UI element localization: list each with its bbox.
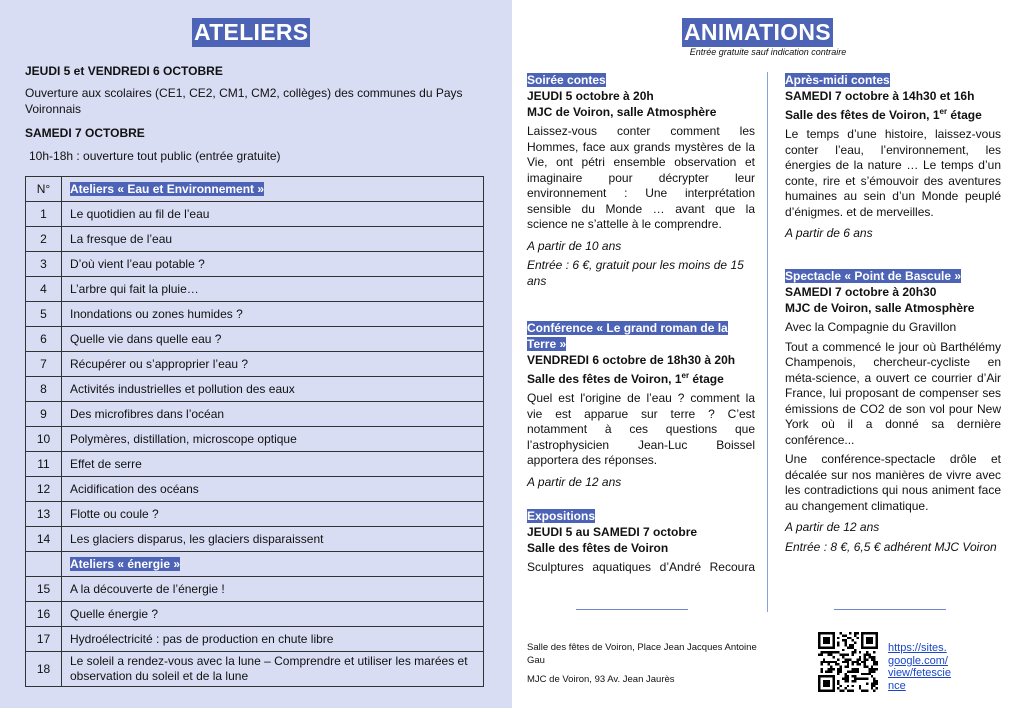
table-row	[26, 277, 484, 302]
workshop-label: Activités industrielles et pollution des eaux	[62, 377, 484, 402]
table-row	[26, 527, 484, 552]
table-row	[26, 427, 484, 452]
event-place: Salle des fêtes de Voiron, 1er étage	[785, 107, 982, 122]
event-soiree-contes	[527, 72, 755, 289]
table-row	[26, 227, 484, 252]
workshop-number: 9	[26, 402, 62, 427]
workshop-number: 12	[26, 477, 62, 502]
workshop-label: Le quotidien au fil de l’eau	[62, 202, 484, 227]
workshop-label: L’arbre qui fait la pluie…	[62, 277, 484, 302]
column-num-header: N°	[26, 177, 62, 202]
table-row	[26, 577, 484, 602]
footer-divider-right	[834, 609, 946, 610]
event-spectacle	[785, 268, 1001, 555]
workshop-label: Flotte ou coule ?	[62, 502, 484, 527]
workshop-label: Le soleil a rendez-vous avec la lune – Comprendre et utiliser les marées et observation du soleil et de la lune	[62, 652, 484, 687]
workshop-label: Inondations ou zones humides ?	[62, 302, 484, 327]
animations-title: ANIMATIONS	[684, 19, 831, 45]
workshop-number: 11	[26, 452, 62, 477]
workshop-label: Polymères, distillation, microscope optique	[62, 427, 484, 452]
table-row	[26, 602, 484, 627]
event-description: Le temps d’une histoire, laissez-vous conter l’eau, l’environnement, les énergies de la nature … Le temps d’un conte, rire et s’émouvoir des aventures humaines au sein d’un Monde peuplé d’énigmes. et de merveilles.	[785, 127, 1001, 219]
event-tag: Soirée contes	[527, 73, 606, 87]
workshop-number: 5	[26, 302, 62, 327]
workshop-label: A la découverte de l’énergie !	[62, 577, 484, 602]
table-row	[26, 477, 484, 502]
event-tag: Spectacle « Point de Bascule »	[785, 269, 962, 283]
school-dates: JEUDI 5 et VENDREDI 6 OCTOBRE	[25, 64, 223, 78]
workshop-number: 6	[26, 327, 62, 352]
table-section-row	[26, 552, 484, 577]
event-company: Avec la Compagnie du Gravillon	[785, 320, 957, 334]
animations-subtitle: Entrée gratuite sauf indication contraire	[689, 47, 847, 57]
event-description: Quel est l'origine de l’eau ? comment la vie est apparue sur terre ? C’est notamment à ces questions que l’astrophysicien Jean-Luc Boissel apportera des réponses.	[527, 391, 755, 467]
table-row	[26, 252, 484, 277]
event-description: Laissez-vous conter comment les Hommes, face aux grands mystères de la Vie, ont pétri ensemble observation et imaginaire pour décrypter leur environnement : Une interprétation sensible du Monde … avant que la science ne s’attelle à le comprendre.	[527, 124, 755, 231]
workshop-label: Hydroélectricité : pas de production en chute libre	[62, 627, 484, 652]
workshops-table	[25, 176, 484, 687]
qr-code-icon[interactable]	[818, 632, 878, 692]
workshop-number: 14	[26, 527, 62, 552]
event-age: A partir de 12 ans	[527, 474, 622, 489]
event-place: MJC de Voiron, salle Atmosphère	[527, 105, 717, 119]
table-row	[26, 327, 484, 352]
table-row	[26, 402, 484, 427]
workshop-label: Récupérer ou s’approprier l’eau ?	[62, 352, 484, 377]
footer-divider-left	[576, 609, 688, 610]
workshop-label: Acidification des océans	[62, 477, 484, 502]
event-date: SAMEDI 7 octobre à 20h30	[785, 285, 937, 299]
workshop-number: 16	[26, 602, 62, 627]
table-row	[26, 377, 484, 402]
table-header-row	[26, 177, 484, 202]
workshop-number: 13	[26, 502, 62, 527]
event-place: MJC de Voiron, salle Atmosphère	[785, 301, 975, 315]
ateliers-title: ATELIERS	[194, 19, 309, 45]
section-energy-title: Ateliers « énergie »	[70, 557, 181, 571]
workshop-label: Effet de serre	[62, 452, 484, 477]
workshop-number: 17	[26, 627, 62, 652]
event-expositions	[527, 508, 755, 576]
event-date: SAMEDI 7 octobre à 14h30 et 16h	[785, 89, 975, 103]
public-date: SAMEDI 7 OCTOBRE	[25, 126, 145, 140]
table-row	[26, 652, 484, 687]
workshop-number: 4	[26, 277, 62, 302]
school-info: Ouverture aux scolaires (CE1, CE2, CM1, CM2, collèges) des communes du Pays Voironnais	[25, 86, 463, 116]
address-salle-des-fetes: Salle des fêtes de Voiron, Place Jean Jacques Antoine Gau	[527, 642, 757, 666]
workshop-label: Quelle énergie ?	[62, 602, 484, 627]
table-row	[26, 627, 484, 652]
event-tag: Après-midi contes	[785, 73, 890, 87]
workshop-label: D’où vient l’eau potable ?	[62, 252, 484, 277]
section-water-title: Ateliers « Eau et Environnement »	[70, 182, 265, 196]
address-mjc: MJC de Voiron, 93 Av. Jean Jaurès	[527, 674, 675, 685]
table-row	[26, 452, 484, 477]
workshop-label: Des microfibres dans l’océan	[62, 402, 484, 427]
event-age: A partir de 12 ans	[785, 520, 880, 534]
event-tag: Expositions	[527, 509, 596, 523]
event-place: Salle des fêtes de Voiron	[527, 541, 669, 555]
table-row	[26, 302, 484, 327]
workshop-number: 10	[26, 427, 62, 452]
event-description: Sculptures aquatiques d’André Recoura	[527, 560, 755, 574]
workshop-number: 2	[26, 227, 62, 252]
website-link[interactable]: https://sites.google.com/view/fetescience	[888, 642, 951, 692]
workshop-label: La fresque de l’eau	[62, 227, 484, 252]
table-row	[26, 202, 484, 227]
table-row	[26, 502, 484, 527]
event-date: JEUDI 5 octobre à 20h	[527, 89, 654, 103]
animations-panel	[512, 0, 1024, 708]
event-tag: Conférence « Le grand roman de la Terre »	[527, 321, 728, 351]
event-apres-midi-contes	[785, 72, 1001, 242]
workshop-number: 1	[26, 202, 62, 227]
event-price: Entrée : 8 €, 6,5 € adhérent MJC Voiron	[785, 539, 997, 554]
event-age: A partir de 10 ans	[527, 238, 622, 253]
column-divider	[767, 72, 768, 612]
event-conference	[527, 320, 755, 490]
workshop-number: 7	[26, 352, 62, 377]
public-hours: 10h-18h : ouverture tout public (entrée gratuite)	[29, 149, 281, 163]
workshop-number: 18	[26, 652, 62, 687]
event-price: Entrée : 6 €, gratuit pour les moins de 15 ans	[527, 258, 744, 288]
event-date: JEUDI 5 au SAMEDI 7 octobre	[527, 525, 698, 539]
workshop-label: Quelle vie dans quelle eau ?	[62, 327, 484, 352]
workshop-number: 8	[26, 377, 62, 402]
event-date: VENDREDI 6 octobre de 18h30 à 20h	[527, 353, 736, 367]
workshop-number: 15	[26, 577, 62, 602]
workshop-label: Les glaciers disparus, les glaciers disparaissent	[62, 527, 484, 552]
event-description: Tout a commencé le jour où Barthélémy Champenois, chercheur-cycliste en méta-science, a ouvert ce courrier d’Air France, lui proposant de compenser ses émissions de CO2 de son vol pour New York où il a donné sa dernière conférence...	[785, 339, 1001, 447]
event-place: Salle des fêtes de Voiron, 1er étage	[527, 371, 724, 386]
event-description-2: Une conférence-spectacle drôle et décalée sur nos manières de vivre avec les contradictions qui nous animent face au changement climatique.	[785, 452, 1001, 513]
table-row	[26, 352, 484, 377]
workshop-number: 3	[26, 252, 62, 277]
event-age: A partir de 6 ans	[785, 226, 873, 240]
